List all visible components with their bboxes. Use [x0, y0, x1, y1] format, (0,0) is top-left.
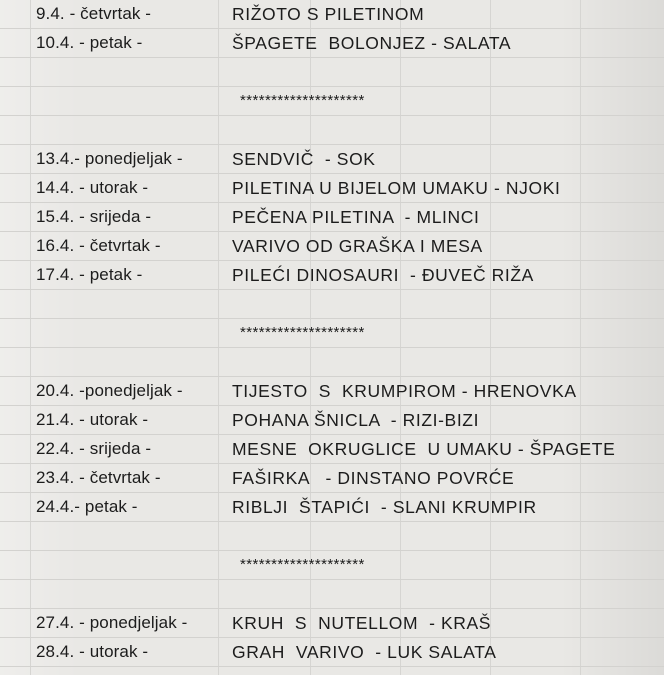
- menu-date: 13.4.- ponedjeljak -: [36, 149, 183, 168]
- menu-row: [0, 145, 664, 174]
- menu-meal: ŠPAGETE BOLONJEZ - SALATA: [232, 33, 512, 53]
- blank-row: [0, 522, 664, 551]
- menu-date: 20.4. -ponedjeljak -: [36, 381, 183, 400]
- menu-date: 14.4. - utorak -: [36, 178, 149, 197]
- blank-row: [0, 580, 664, 609]
- menu-date: 27.4. - ponedjeljak -: [36, 613, 188, 632]
- menu-row: [0, 0, 664, 29]
- menu-row: [0, 261, 664, 290]
- menu-date: 15.4. - srijeda -: [36, 207, 152, 226]
- menu-meal: VARIVO OD GRAŠKA I MESA: [232, 236, 483, 256]
- menu-date: 16.4. - četvrtak -: [36, 236, 161, 255]
- menu-row: [0, 174, 664, 203]
- menu-meal: RIBLJI ŠTAPIĆI - SLANI KRUMPIR: [232, 497, 537, 517]
- week-separator: [0, 319, 664, 348]
- menu-row: [0, 464, 664, 493]
- menu-meal: TIJESTO S KRUMPIROM - HRENOVKA: [232, 381, 577, 401]
- menu-meal: GRAH VARIVO - LUK SALATA: [232, 642, 497, 662]
- menu-date: 24.4.- petak -: [36, 497, 138, 516]
- blank-row: [0, 116, 664, 145]
- menu-meal: PILEĆI DINOSAURI - ĐUVEČ RIŽA: [232, 265, 534, 285]
- menu-row: [0, 377, 664, 406]
- menu-meal: PILETINA U BIJELOM UMAKU - NJOKI: [232, 178, 561, 198]
- blank-row: [0, 290, 664, 319]
- menu-row: [0, 638, 664, 667]
- menu-row: [0, 232, 664, 261]
- menu-date: 10.4. - petak -: [36, 33, 143, 52]
- separator-stars: ********************: [240, 324, 365, 341]
- menu-date: 21.4. - utorak -: [36, 410, 149, 429]
- menu-date: 17.4. - petak -: [36, 265, 143, 284]
- week-separator: [0, 551, 664, 580]
- menu-row: [0, 406, 664, 435]
- menu-meal: PEČENA PILETINA - MLINCI: [232, 207, 480, 227]
- week-separator: [0, 87, 664, 116]
- separator-stars: ********************: [240, 92, 365, 109]
- menu-row: [0, 29, 664, 58]
- menu-row: [0, 493, 664, 522]
- menu-row: [0, 203, 664, 232]
- menu-row: [0, 435, 664, 464]
- menu-meal: SENDVIČ - SOK: [232, 149, 376, 169]
- menu-meal: RIŽOTO S PILETINOM: [232, 4, 425, 24]
- menu-meal: POHANA ŠNICLA - RIZI-BIZI: [232, 410, 480, 430]
- menu-meal: MESNE OKRUGLICE U UMAKU - ŠPAGETE: [232, 439, 616, 459]
- blank-row: [0, 348, 664, 377]
- blank-row: [0, 58, 664, 87]
- menu-date: 22.4. - srijeda -: [36, 439, 152, 458]
- menu-date: 23.4. - četvrtak -: [36, 468, 161, 487]
- menu-meal: FAŠIRKA - DINSTANO POVRĆE: [232, 468, 515, 488]
- menu-date: 28.4. - utorak -: [36, 642, 149, 661]
- menu-meal: KRUH S NUTELLOM - KRAŠ: [232, 613, 492, 633]
- menu-row: [0, 609, 664, 638]
- menu-date: 9.4. - četvrtak -: [36, 4, 152, 23]
- separator-stars: ********************: [240, 556, 365, 573]
